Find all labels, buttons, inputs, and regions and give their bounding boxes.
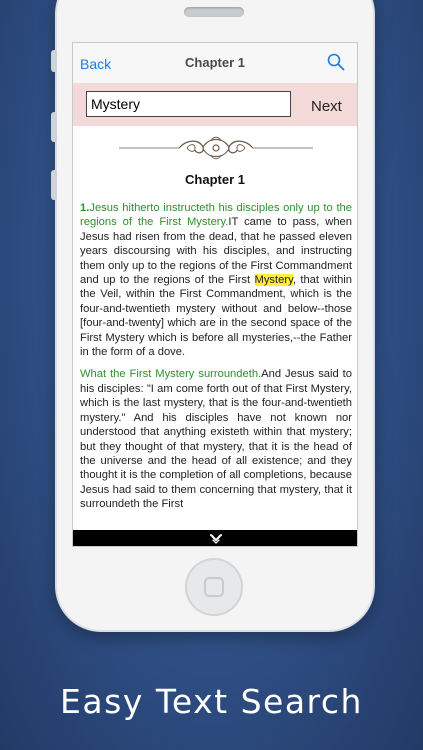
search-highlight: Mystery [254,274,293,287]
verse-heading: What the First Mystery surroundeth. [80,368,262,381]
paragraph-text: , that within the Veil, within the First Commandment, which is the four-and-twentieth mystery without and below--those [four-and-twenty] which are in the second space of the First Mystery which is before all mysteries,--the Father in the form of a dove. [80,274,352,359]
verse-number: 1. [80,202,90,214]
phone-volume-up-button [51,112,57,142]
back-button[interactable]: Back [80,56,112,72]
phone-volume-down-button [51,170,57,200]
paragraph-1 [80,201,352,359]
next-button[interactable]: Next [311,98,342,115]
paragraph-text: And Jesus said to his disciples: "I am come forth out of that First Mystery, which is the last mystery, that is the four-and-twentieth mystery." And his disciples have not known nor understood that anything existeth within that mystery; but they thought of that mystery, that it is the head of the universe and the head of all existence; and they thought it is the completion of all completions, because Jesus had said to them concerning that mystery, that it surroundeth the First [80,368,352,511]
promo-caption: Easy Text Search [60,682,363,721]
search-input[interactable]: Mystery [86,91,291,117]
verse-heading: Jesus hitherto instructeth his disciples only up to the regions of the First Mystery. [80,202,352,229]
chapter-heading: Chapter 1 [185,172,245,187]
phone-side-button [51,50,57,72]
search-icon[interactable] [327,53,345,71]
app-screen [72,42,358,547]
ornament-divider [117,133,315,163]
navigation-bar [73,43,357,84]
search-bar [73,83,357,126]
nav-title: Chapter 1 [185,55,245,70]
phone-speaker [184,7,244,17]
expand-icon[interactable] [209,532,223,544]
paragraph-2 [80,367,352,511]
home-square-icon [204,577,224,597]
chapter-text [80,201,352,520]
paragraph-text: IT came to pass, when Jesus had risen from the dead, that he passed eleven years discoursing with his disciples, and instructing them only up to the regions of the First Commandment and up to the regions of the First [80,216,352,287]
home-button[interactable] [185,558,243,616]
bottom-bar [73,530,357,546]
